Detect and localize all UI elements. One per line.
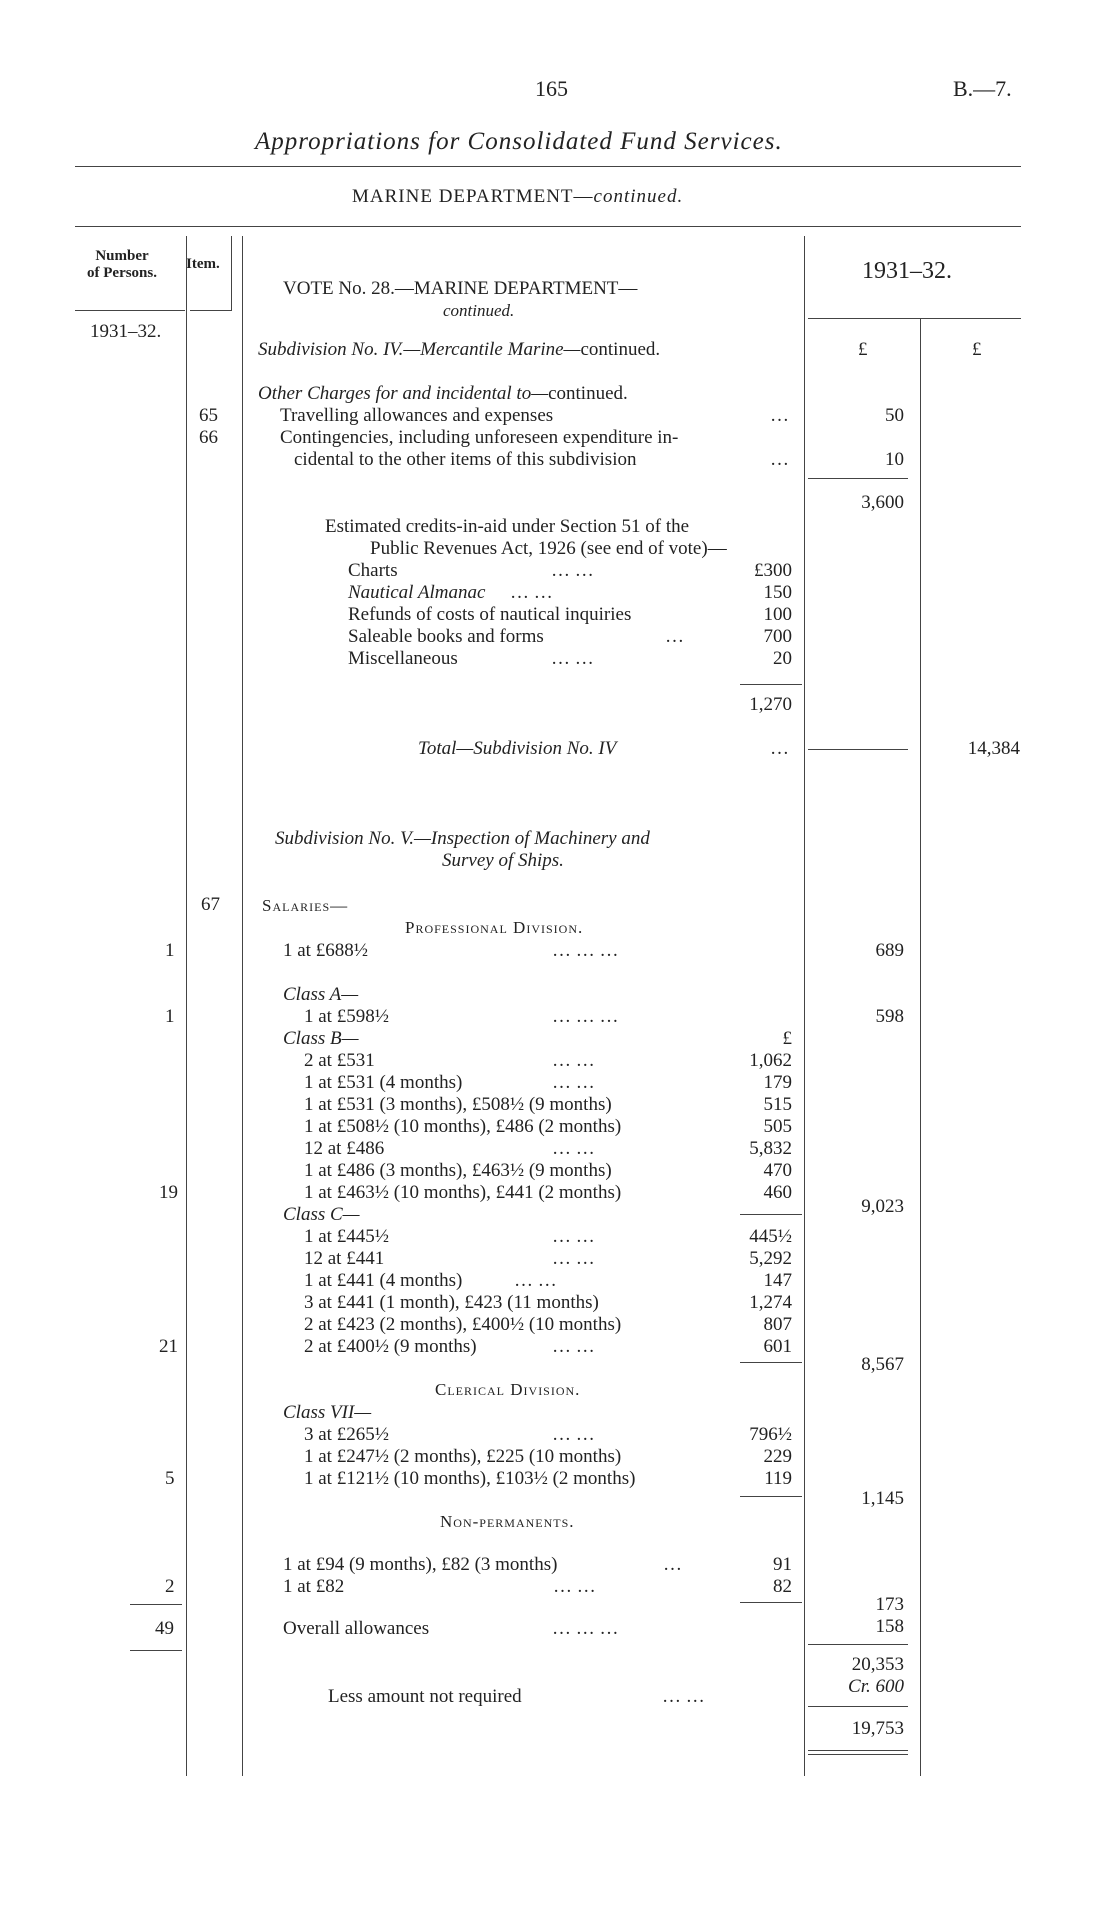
nonperm-row	[283, 1576, 792, 1598]
vote-title: VOTE No. 28.—MARINE DEPARTMENT—	[283, 278, 638, 299]
col-persons-line-2: of Persons.	[87, 265, 157, 281]
class-c-heading: Class C—	[283, 1204, 360, 1225]
sub4-sum-amount: 3,600	[861, 492, 904, 513]
nonperm-persons: 2	[165, 1576, 175, 1597]
credit-label: Saleable books and forms	[348, 626, 544, 647]
class-b-row	[304, 1072, 792, 1094]
prof-persons: 1	[165, 940, 175, 961]
less-amount-dots: … …	[662, 1686, 705, 1707]
document-code: B.—7.	[953, 76, 1012, 101]
sub5-heading-1: Subdivision No. V.—Inspection of Machinery and	[275, 828, 650, 849]
class-b-row	[304, 1116, 792, 1138]
salary-amount: 229	[763, 1446, 792, 1467]
salary-amount: 796½	[749, 1424, 792, 1445]
non-permanents-list	[283, 1554, 792, 1598]
clerical-division-heading: Clerical Division.	[435, 1380, 581, 1399]
salaries-item-number: 67	[201, 894, 220, 915]
class-b-row	[304, 1138, 792, 1160]
class-b-row	[304, 1182, 792, 1204]
class-vii-list	[304, 1424, 792, 1490]
less-amount-value: Cr. 600	[848, 1676, 904, 1697]
travel-item-number: 65	[199, 405, 218, 426]
credit-row	[348, 648, 792, 670]
gross-amount: 20,353	[851, 1654, 904, 1675]
class-b-persons: 19	[159, 1182, 178, 1203]
class-c-row	[304, 1314, 792, 1336]
salary-dots: … …	[552, 1072, 595, 1093]
credit-amount: 150	[763, 582, 792, 603]
salary-label: 1 at £463½ (10 months), £441 (2 months)	[304, 1182, 622, 1203]
credit-amount: £300	[754, 560, 792, 581]
sub4-heading	[258, 339, 660, 361]
class-b-row	[304, 1094, 792, 1116]
sub4-heading-text: Subdivision No. IV.—Mercantile Marine—	[258, 339, 581, 360]
salary-dots: … …	[514, 1270, 557, 1291]
salary-label: 3 at £441 (1 month), £423 (11 months)	[304, 1292, 599, 1313]
vote-title-continued: continued.	[443, 301, 515, 320]
class-b-pound: £	[782, 1028, 792, 1049]
credit-label: Charts	[348, 560, 398, 581]
salary-label: 1 at £247½ (2 months), £225 (10 months)	[304, 1446, 622, 1467]
salary-label: 1 at £508½ (10 months), £486 (2 months)	[304, 1116, 622, 1137]
credit-label: Refunds of costs of nautical inquiries	[348, 604, 632, 625]
class-c-total: 8,567	[861, 1354, 904, 1375]
class-a-line: 1 at £598½	[304, 1006, 389, 1027]
less-amount-label: Less amount not required	[328, 1686, 522, 1707]
salary-amount: 470	[763, 1160, 792, 1181]
class-b-heading: Class B—	[283, 1028, 359, 1049]
credits-total: 1,270	[749, 694, 792, 715]
credit-label: Miscellaneous	[348, 648, 458, 669]
credits-heading-1: Estimated credits-in-aid under Section 51 of the	[325, 516, 690, 537]
credit-dots: …	[665, 626, 684, 647]
salary-label: 1 at £82	[283, 1576, 345, 1597]
salary-amount: 1,062	[749, 1050, 792, 1071]
other-charges-continued: continued.	[548, 383, 628, 404]
other-charges-text: Other Charges for and incidental to—	[258, 383, 549, 404]
salary-amount: 119	[764, 1468, 792, 1489]
professional-division-heading: Professional Division.	[405, 918, 584, 937]
salary-amount: 505	[763, 1116, 792, 1137]
travel-label: Travelling allowances and expenses	[280, 405, 554, 426]
page-title: Appropriations for Consolidated Fund Services.	[255, 128, 783, 155]
class-b-list	[304, 1050, 792, 1204]
class-b-total: 9,023	[861, 1196, 904, 1217]
sub5-heading-2: Survey of Ships.	[442, 850, 564, 871]
salary-amount: 515	[763, 1094, 792, 1115]
class-c-row	[304, 1226, 792, 1248]
salary-label: 1 at £531 (3 months), £508½ (9 months)	[304, 1094, 612, 1115]
overall-allowances-label: Overall allowances	[283, 1618, 430, 1639]
credit-label: Nautical Almanac	[348, 582, 486, 603]
salary-amount: 82	[773, 1576, 792, 1597]
salary-label: 12 at £441	[304, 1248, 385, 1269]
salary-label: 1 at £531 (4 months)	[304, 1072, 463, 1093]
class-vii-heading: Class VII—	[283, 1402, 372, 1423]
class-vii-persons: 5	[165, 1468, 175, 1489]
col-pound-2: £	[972, 339, 982, 360]
col-item: Item.	[186, 256, 220, 272]
other-charges-heading	[258, 383, 628, 405]
col-number-of-persons	[62, 248, 182, 282]
class-a-persons: 1	[165, 1006, 175, 1027]
col-persons-year: 1931–32.	[90, 321, 162, 342]
salary-dots: … …	[552, 1226, 595, 1247]
net-amount: 19,753	[851, 1718, 904, 1739]
credit-amount: 20	[773, 648, 792, 669]
class-vii-total: 1,145	[861, 1488, 904, 1509]
col-pound-1: £	[858, 339, 868, 360]
col-year: 1931–32.	[862, 258, 952, 284]
salary-label: 12 at £486	[304, 1138, 385, 1159]
department-heading	[352, 186, 683, 208]
class-c-row	[304, 1248, 792, 1270]
credit-row	[348, 604, 792, 626]
salary-amount: 601	[763, 1336, 792, 1357]
credit-dots: … …	[510, 582, 553, 603]
salary-label: 1 at £441 (4 months)	[304, 1270, 463, 1291]
class-c-row	[304, 1336, 792, 1358]
credit-dots: … …	[551, 560, 594, 581]
department-name: MARINE DEPARTMENT—	[352, 186, 594, 207]
sub4-total-label: Total—Subdivision No. IV	[418, 738, 617, 759]
col-persons-line-1: Number	[95, 248, 149, 264]
class-c-row	[304, 1292, 792, 1314]
salary-label: 2 at £400½ (9 months)	[304, 1336, 477, 1357]
class-vii-row	[304, 1424, 792, 1446]
contingencies-amount: 10	[885, 449, 904, 470]
salary-amount: 91	[773, 1554, 792, 1575]
salary-dots: … …	[552, 1138, 595, 1159]
credit-row	[348, 560, 792, 582]
contingencies-item-number: 66	[199, 427, 218, 448]
salary-label: 3 at £265½	[304, 1424, 389, 1445]
salary-dots: … …	[552, 1424, 595, 1445]
salary-amount: 179	[763, 1072, 792, 1093]
class-a-heading: Class A—	[283, 984, 359, 1005]
travel-dots: …	[770, 405, 789, 426]
credit-amount: 700	[763, 626, 792, 647]
class-a-amount: 598	[875, 1006, 904, 1027]
salary-label: 1 at £121½ (10 months), £103½ (2 months)	[304, 1468, 636, 1489]
salary-label: 1 at £445½	[304, 1226, 389, 1247]
class-b-row	[304, 1160, 792, 1182]
total-persons: 49	[155, 1618, 174, 1639]
travel-amount: 50	[885, 405, 904, 426]
class-b-row	[304, 1050, 792, 1072]
non-permanents-heading: Non-permanents.	[440, 1512, 575, 1531]
credit-row	[348, 582, 792, 604]
credits-heading-2: Public Revenues Act, 1926 (see end of vote)—	[370, 538, 727, 559]
nonperm-row	[283, 1554, 792, 1576]
class-vii-row	[304, 1446, 792, 1468]
class-c-list	[304, 1226, 792, 1358]
salary-amount: 460	[763, 1182, 792, 1203]
salary-label: 2 at £423 (2 months), £400½ (10 months)	[304, 1314, 622, 1335]
salary-dots: … …	[553, 1576, 596, 1597]
salary-label: 2 at £531	[304, 1050, 375, 1071]
department-continued: continued.	[593, 186, 684, 207]
class-vii-row	[304, 1468, 792, 1490]
salary-dots: … …	[552, 1336, 595, 1357]
class-c-persons: 21	[159, 1336, 178, 1357]
sub4-total-dots: …	[770, 738, 789, 759]
salary-label: 1 at £486 (3 months), £463½ (9 months)	[304, 1160, 612, 1181]
salary-dots: … …	[552, 1050, 595, 1071]
page-number: 165	[535, 76, 568, 101]
contingencies-label-2: cidental to the other items of this subdivision	[294, 449, 637, 470]
salary-dots: …	[663, 1554, 682, 1575]
salary-label: 1 at £94 (9 months), £82 (3 months)	[283, 1554, 558, 1575]
credit-amount: 100	[763, 604, 792, 625]
prof-dots: … … …	[552, 940, 619, 961]
salary-amount: 147	[763, 1270, 792, 1291]
credit-row	[348, 626, 792, 648]
sub4-heading-continued: continued.	[580, 339, 661, 360]
salary-amount: 5,292	[749, 1248, 792, 1269]
sub4-total-amount: 14,384	[967, 738, 1020, 759]
salaries-heading: Salaries—	[262, 896, 349, 915]
class-c-row	[304, 1270, 792, 1292]
contingencies-dots: …	[770, 449, 789, 470]
overall-allowances-dots: … … …	[552, 1618, 619, 1639]
salary-amount: 445½	[749, 1226, 792, 1247]
contingencies-label-1: Contingencies, including unforeseen expenditure in-	[280, 427, 679, 448]
credit-dots: … …	[551, 648, 594, 669]
salary-amount: 807	[763, 1314, 792, 1335]
prof-line: 1 at £688½	[283, 940, 368, 961]
class-a-dots: … … …	[552, 1006, 619, 1027]
salary-amount: 1,274	[749, 1292, 792, 1313]
salary-dots: … …	[552, 1248, 595, 1269]
overall-allowances-amount: 158	[875, 1616, 904, 1637]
prof-amount: 689	[875, 940, 904, 961]
nonperm-total: 173	[875, 1594, 904, 1615]
salary-amount: 5,832	[749, 1138, 792, 1159]
credits-list	[348, 560, 792, 670]
